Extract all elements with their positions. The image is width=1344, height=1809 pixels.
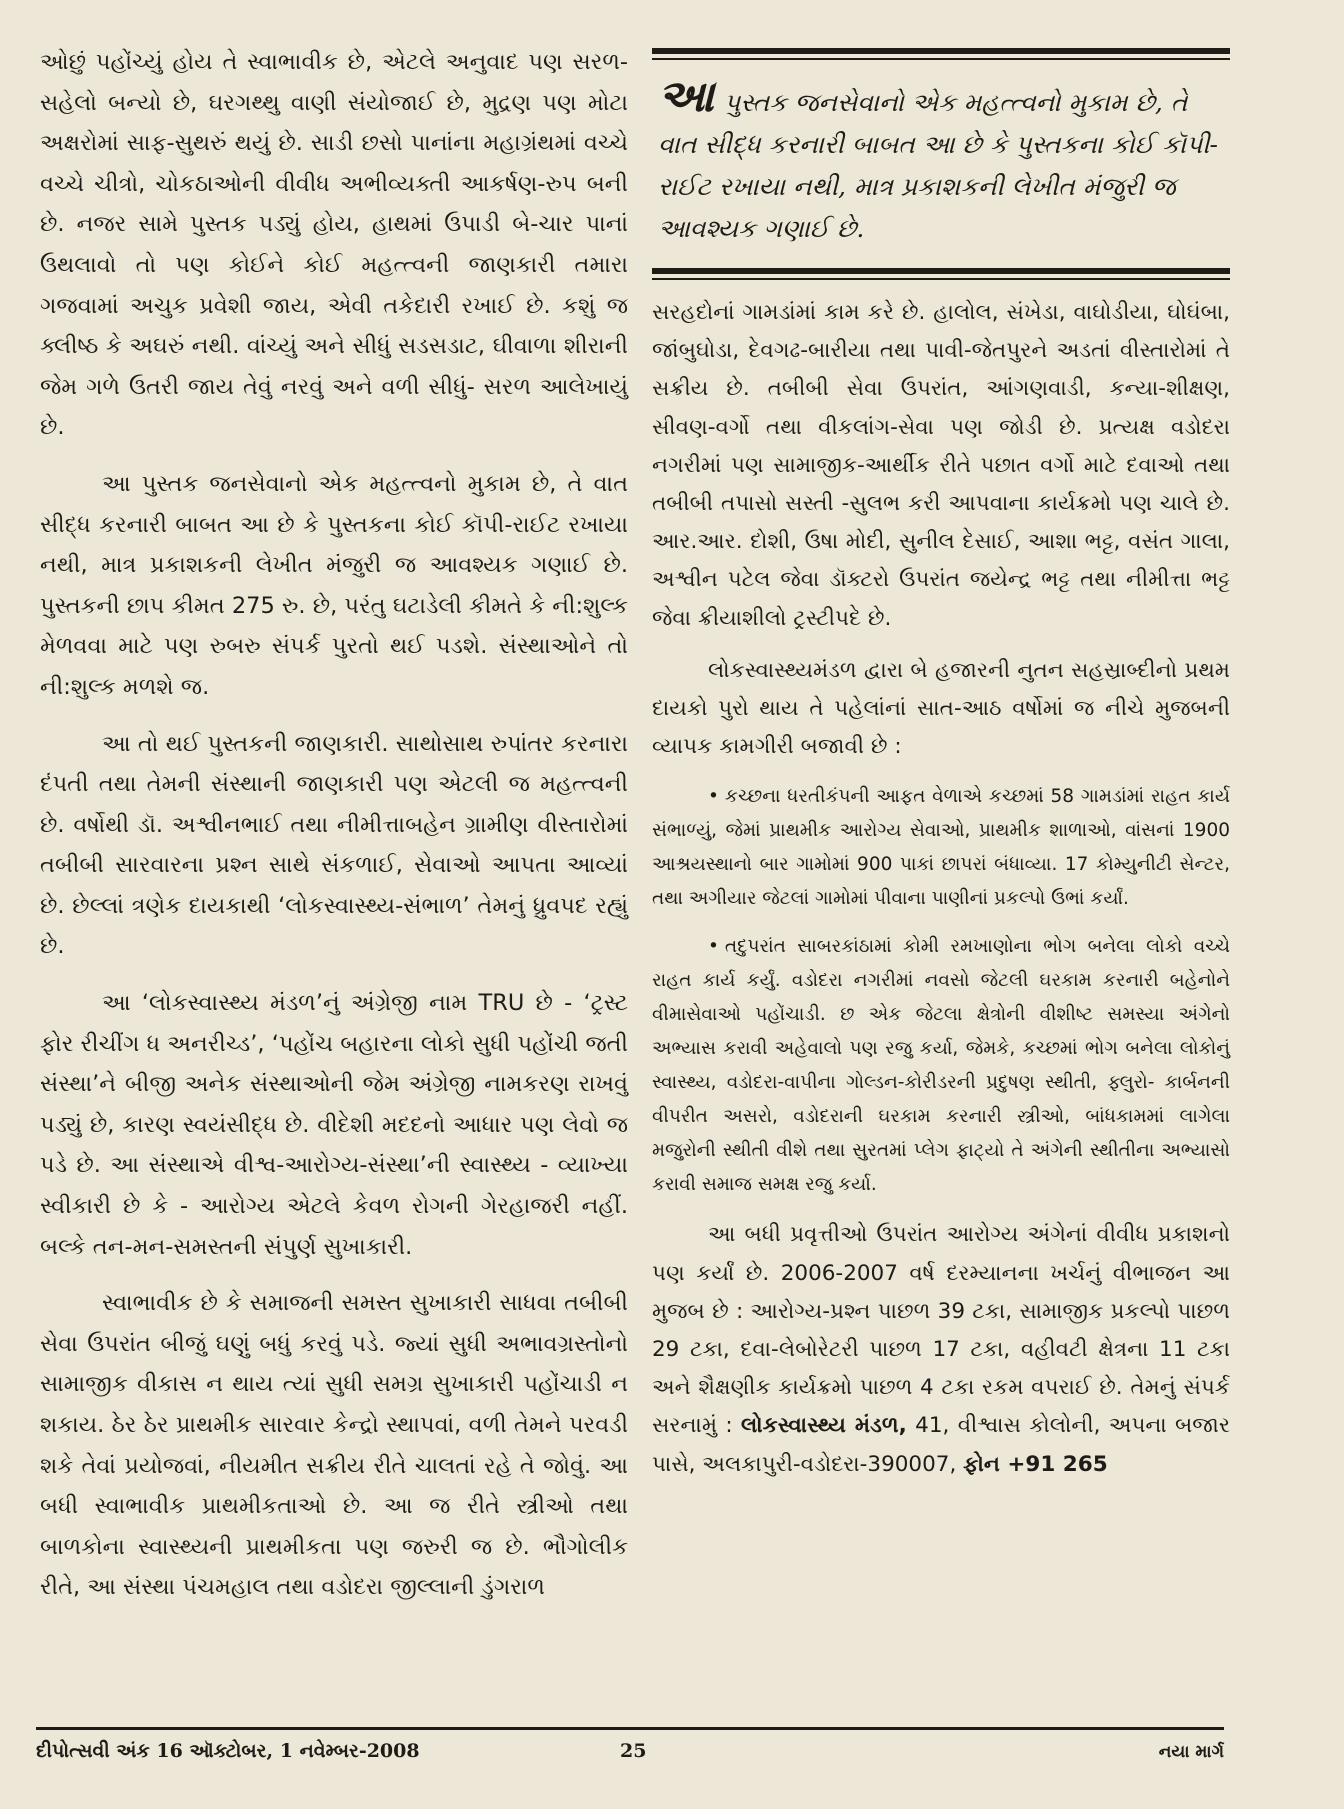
paragraph — [652, 1216, 1230, 1483]
pull-quote-bottom-thin-rule — [652, 278, 1230, 280]
paragraph-text: આ બધી પ્રવૃત્તીઓ ઉપરાંત આરોગ્ય અંગેનાં વીવીધ પ્રકાશનો પણ કર્યાં છે. 2006-2007 વર્ષ દરમ્યાનના ખર્ચનું વીભાજન આ મુજબ છે : આરોગ્ય-પ્રશ્ન પાછળ 39 ટકા, સામાજીક પ્રકલ્પો પાછળ 29 ટકા, દવા-લેબોરેટરી પાછળ 17 ટકા, વહીવટી ક્ષેત્રના 11 ટકા અને શૈક્ષણીક કાર્યક્રમો પાછળ 4 ટકા રકમ વપરાઈ છે. તેમનું સંપર્ક સરનામું : — [652, 1222, 1230, 1439]
address-text: 41, વીશ્વાસ કોલોની, અપના બજાર પાસે, અલકાપુરી-વડોદરા-390007, — [652, 1413, 1230, 1477]
right-column-body — [652, 294, 1230, 1484]
paragraph: લોકસ્વાસ્થ્યમંડળ દ્વારા બે હજારની નુતન સહસ્રાબ્દીનો પ્રથમ દાયકો પુરો થાય તે પહેલાંનાં સાત-આઠ વર્ષોમાં જ નીચે મુજબની વ્યાપક કામગીરી બજાવી છે : — [652, 657, 1230, 760]
paragraph: સ્વાભાવીક છે કે સમાજની સમસ્ત સુખાકારી સાધવા તબીબી સેવા ઉપરાંત બીજું ઘણું બધું કરવું પડે. જ્યાં સુધી અભાવગ્રસ્તોનો સામાજીક વીકાસ ન થાય ત્યાં સુધી સમગ્ર સુખાકારી પહોંચાડી ન શકાય. ઠેર ઠેર પ્રાથમીક સારવાર કેન્દ્રો સ્થાપવાં, વળી તેમને પરવડી શકે તેવાં પ્રયોજવાં, નીયમીત સક્રીય રીતે ચાલતાં રહે તે જોવું. આ બધી સ્વાભાવીક પ્રાથમીકતાઓ છે. આ જ રીતે સ્ત્રીઓ તથા બાળકોના સ્વાસ્થ્યની પ્રાથમીકતા પણ જરુરી જ છે. ભૌગોલીક રીતે, આ સંસ્થા પંચમહાલ તથા વડોદરા જીલ્લાની ડુંગરાળ — [40, 1290, 628, 1601]
magazine-name: નયા માર્ગ — [1158, 1742, 1224, 1762]
pull-quote-bottom-rule — [652, 268, 1230, 274]
pull-quote-text: પુસ્તક જનસેવાનો એક મહત્ત્વનો મુકામ છે, તે વાત સીદ્ધ કરનારી બાબત આ છે કે પુસ્તકના કોઈ કૉપી-રાઈટ રખાયા નથી, માત્ર પ્રકાશકની લેખીત મંજુરી જ આવશ્યક ગણાઈ છે. — [658, 88, 1218, 243]
right-column — [652, 48, 1230, 1498]
bullet-item — [652, 930, 1230, 1202]
phone-text: ફોન +91 265 — [963, 1451, 1108, 1477]
bullet-text: કચ્છના ધરતીકંપની આફત વેળાએ કચ્છમાં 58 ગામડાંમાં રાહત કાર્ય સંભાળ્યું, જેમાં પ્રાથમીક આરોગ્ય સેવાઓ, પ્રાથમીક શાળાઓ, વાંસનાં 1900 આશ્રયસ્થાનો બાર ગામોમાં 900 પાકાં છાપરાં બંધાવ્યા. 17 કોમ્યુનીટી સેન્ટર, તથા અગીયાર જેટલાં ગામોમાં પીવાના પાણીનાં પ્રકલ્પો ઉભાં કર્યાં. — [652, 786, 1230, 910]
footer-rule — [36, 1727, 1224, 1730]
paragraph: આ ‘લોકસ્વાસ્થ્ય મંડળ’નું અંગ્રેજી નામ TRU છે - ‘ટ્રસ્ટ ફોર રીચીંગ ધ અનરીચ્ડ’, ‘પહોંચ બહારના લોકો સુધી પહોંચી જતી સંસ્થા’ને બીજી અનેક સંસ્થાઓની જેમ અંગ્રેજી નામકરણ રાખવું પડ્યું છે, કારણ સ્વયંસીદ્ધ છે. વીદેશી મદદનો આધાર પણ લેવો જ પડે છે. આ સંસ્થાએ વીશ્વ-આરોગ્ય-સંસ્થા’ની સ્વાસ્થ્ય - વ્યાખ્યા સ્વીકારી છે કે - આરોગ્ય એટલે કેવળ રોગની ગેરહાજરી નહીં. બલ્કે તન-મન-સમસ્તની સંપુર્ણ સુખાકારી. — [40, 990, 628, 1260]
paragraph: ઓછું પહોંચ્યું હોય તે સ્વાભાવીક છે, એટલે અનુવાદ પણ સરળ-સહેલો બન્યો છે, ઘરગથ્થુ વાણી સંયોજાઈ છે, મુદ્રણ પણ મોટા અક્ષરોમાં સાફ-સુથરું થયું છે. સાડી છસો પાનાંના મહાગ્રંથમાં વચ્ચે વચ્ચે ચીત્રો, ચોકઠાઓની વીવીધ અભીવ્યક્તી આકર્ષણ-રુપ બની છે. નજર સામે પુસ્તક પડ્યું હોય, હાથમાં ઉપાડી બે-ચાર પાનાં ઉથલાવો તો પણ કોઈને કોઈ મહત્ત્વની જાણકારી તમારા ગજવામાં અચુક પ્રવેશી જાય, એવી તકેદારી રખાઈ છે. કશું જ ક્લીષ્ઠ કે અઘરું નથી. વાંચ્યું અને સીધું સડસડાટ, ઘીવાળા શીરાની જેમ ગળે ઉતરી જાય તેવું નરવું અને વળી સીધું- સરળ આલેખાયું છે. — [40, 49, 628, 441]
paragraph: આ તો થઈ પુસ્તકની જાણકારી. સાથોસાથ રુપાંતર કરનારા દંપતી તથા તેમની સંસ્થાની જાણકારી પણ એટલી જ મહત્ત્વની છે. વર્ષોથી ડૉ. અશ્વીનભાઈ તથા નીમીત્તાબહેન ગ્રામીણ વીસ્તારોમાં તબીબી સારવારના પ્રશ્ન સાથે સંકળાઈ, સેવાઓ આપતા આવ્યાં છે. છેલ્લાં ત્રણેક દાયકાથી ‘લોકસ્વાસ્થ્ય-સંભાળ’ તેમનું ધ્રુવપદ રહ્યું છે. — [40, 730, 628, 960]
page-number: 25 — [620, 1740, 647, 1762]
page-footer — [36, 1740, 1224, 1776]
pull-quote-top-rule — [652, 48, 1230, 54]
pull-quote-lead: આ — [658, 71, 714, 122]
issue-label: દીપોત્સવી અંક 16 ઑક્ટોબર, 1 નવેમ્બર-2008 — [36, 1740, 420, 1762]
paragraph: સરહદોનાં ગામડાંમાં કામ કરે છે. હાલોલ, સંખેડા, વાઘોડીયા, ઘોઘંબા, જાંબુઘોડા, દેવગઢ-બારીયા તથા પાવી-જેતપુરને અડતાં વીસ્તારોમાં તે સક્રીય છે. તબીબી સેવા ઉપરાંત, આંગણવાડી, કન્યા-શીક્ષણ, સીવણ-વર્ગો તથા વીકલાંગ-સેવા પણ જોડી છે. પ્રત્યક્ષ વડોદરા નગરીમાં પણ સામાજીક-આર્થીક રીતે પછાત વર્ગો માટે દવાઓ તથા તબીબી તપાસો સસ્તી -સુલભ કરી આપવાના કાર્યક્રમો પણ ચાલે છે. આર.આર. દોશી, ઉષા મોદી, સુનીલ દેસાઈ, આશા ભટ્ટ, વસંત ગાલા, અશ્વીન પટેલ જેવા ડૉક્ટરો ઉપરાંત જયેન્દ્ર ભટ્ટ તથા નીમીત્તા ભટ્ટ જેવા ક્રીયાશીલો ટ્રસ્ટીપદે છે. — [652, 300, 1230, 631]
left-column — [40, 42, 628, 1624]
pull-quote — [652, 60, 1230, 268]
bullet-item — [652, 780, 1230, 916]
organization-name: લોકસ્વાસ્થ્ય મંડળ, — [740, 1413, 907, 1439]
bullet-icon: • — [708, 936, 719, 958]
bullet-icon: • — [708, 786, 719, 808]
paragraph: આ પુસ્તક જનસેવાનો એક મહત્ત્વનો મુકામ છે, તે વાત સીદ્ધ કરનારી બાબત આ છે કે પુસ્તકના કોઈ કૉપી-રાઈટ રખાયા નથી, માત્ર પ્રકાશકની લેખીત મંજુરી જ આવશ્યક ગણાઈ છે. પુસ્તકની છાપ કીમત 275 રુ. છે, પરંતુ ઘટાડેલી કીમતે કે ની:શુલ્ક મેળવવા માટે પણ રુબરુ સંપર્ક પુરતો થઈ પડશે. સંસ્થાઓને તો ની:શુલ્ક મળશે જ. — [40, 470, 628, 700]
bullet-text: તદુપરાંત સાબરકાંઠામાં કોમી રમખાણોના ભોગ બનેલા લોકો વચ્ચે રાહત કાર્ય કર્યું. વડોદરા નગરીમાં નવસો જેટલી ઘરકામ કરનારી બહેનોને વીમાસેવાઓ પહોંચાડી. છ એક જેટલા ક્ષેત્રોની વીશીષ્ટ સમસ્યા અંગેનો અભ્યાસ કરાવી અહેવાલો પણ રજુ કર્યા, જેમકે, કચ્છમાં ભોગ બનેલા લોકોનું સ્વાસ્થ્ય, વડોદરા-વાપીના ગોલ્ડન-કોરીડરની પ્રદુષણ સ્થીતી, ફ્લુરો- કાર્બનની વીપરીત અસરો, વડોદરાની ઘરકામ કરનારી સ્ત્રીઓ, બાંધકામમાં લાગેલા મજુરોની સ્થીતી વીશે તથા સુરતમાં પ્લેગ ફાટ્યો તે અંગેની સ્થીતીના અભ્યાસો કરાવી સમાજ સમક્ષ રજુ કર્યા. — [652, 936, 1230, 1196]
